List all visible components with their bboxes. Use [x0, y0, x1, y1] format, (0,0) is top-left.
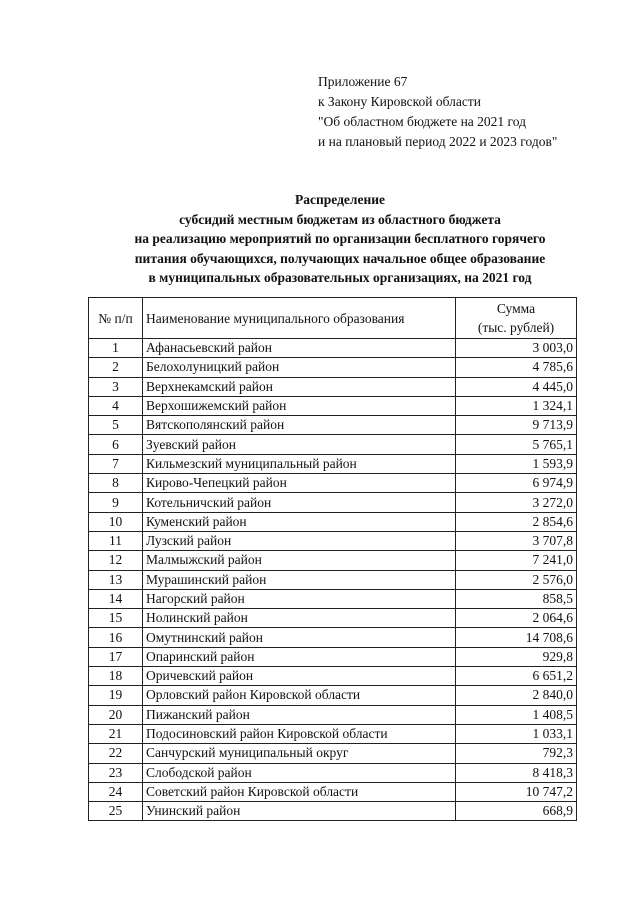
appendix-line: и на плановый период 2022 и 2023 годов"	[318, 134, 558, 149]
table-row	[89, 416, 577, 435]
table-row	[89, 802, 577, 821]
row-sum: 14 708,6	[456, 628, 577, 647]
row-name: Санчурский муниципальный округ	[143, 744, 456, 763]
appendix-line: Приложение 67	[318, 74, 408, 89]
row-number: 23	[89, 763, 143, 782]
row-sum: 792,3	[456, 744, 577, 763]
row-sum: 1 033,1	[456, 724, 577, 743]
row-name: Орловский район Кировской области	[143, 686, 456, 705]
row-sum: 10 747,2	[456, 782, 577, 801]
table-row	[89, 339, 577, 358]
row-sum: 3 707,8	[456, 531, 577, 550]
row-name: Зуевский район	[143, 435, 456, 454]
title-line: субсидий местным бюджетам из областного бюджета	[179, 211, 501, 227]
table-row	[89, 454, 577, 473]
row-number: 3	[89, 377, 143, 396]
row-name: Котельничский район	[143, 493, 456, 512]
row-sum: 5 765,1	[456, 435, 577, 454]
row-sum: 8 418,3	[456, 763, 577, 782]
table-row	[89, 724, 577, 743]
table-row	[89, 570, 577, 589]
row-name: Оричевский район	[143, 667, 456, 686]
row-name: Подосиновский район Кировской области	[143, 724, 456, 743]
row-name: Омутнинский район	[143, 628, 456, 647]
row-number: 18	[89, 667, 143, 686]
allocation-table	[88, 297, 577, 821]
row-number: 6	[89, 435, 143, 454]
row-name: Советский район Кировской области	[143, 782, 456, 801]
row-number: 4	[89, 396, 143, 415]
table-row	[89, 551, 577, 570]
title-line: на реализацию мероприятий по организации бесплатного горячего	[134, 231, 546, 246]
row-name: Белохолуницкий район	[143, 358, 456, 377]
row-number: 17	[89, 647, 143, 666]
row-sum: 668,9	[456, 802, 577, 821]
row-name: Унинский район	[143, 802, 456, 821]
row-number: 10	[89, 512, 143, 531]
table-row	[89, 589, 577, 608]
title-line: в муниципальных образовательных организациях, на 2021 год	[148, 270, 532, 285]
row-sum: 3 272,0	[456, 493, 577, 512]
table-row	[89, 647, 577, 666]
row-number: 13	[89, 570, 143, 589]
table-row	[89, 396, 577, 415]
table-row	[89, 744, 577, 763]
row-name: Верхнекамский район	[143, 377, 456, 396]
row-sum: 9 713,9	[456, 416, 577, 435]
row-number: 22	[89, 744, 143, 763]
row-name: Куменский район	[143, 512, 456, 531]
header-sum	[456, 298, 577, 339]
row-number: 21	[89, 724, 143, 743]
row-number: 24	[89, 782, 143, 801]
row-number: 2	[89, 358, 143, 377]
table-row	[89, 705, 577, 724]
row-name: Нолинский район	[143, 609, 456, 628]
row-sum: 858,5	[456, 589, 577, 608]
table-body	[89, 339, 577, 821]
row-number: 12	[89, 551, 143, 570]
table-row	[89, 609, 577, 628]
row-number: 7	[89, 454, 143, 473]
row-name: Кильмезский муниципальный район	[143, 454, 456, 473]
row-number: 1	[89, 339, 143, 358]
title-line: Распределение	[294, 192, 386, 207]
row-name: Слободской район	[143, 763, 456, 782]
table-row	[89, 435, 577, 454]
row-number: 15	[89, 609, 143, 628]
header-name: Наименование муниципального образования	[143, 298, 456, 339]
row-number: 11	[89, 531, 143, 550]
row-name: Лузский район	[143, 531, 456, 550]
table-header-row	[89, 298, 577, 339]
appendix-line: к Закону Кировской области	[318, 94, 482, 109]
row-number: 14	[89, 589, 143, 608]
table-row	[89, 782, 577, 801]
row-name: Кирово-Чепецкий район	[143, 474, 456, 493]
row-sum: 1 408,5	[456, 705, 577, 724]
row-sum: 2 576,0	[456, 570, 577, 589]
appendix-header	[318, 72, 557, 152]
row-name: Верхошижемский район	[143, 396, 456, 415]
row-sum: 2 840,0	[456, 686, 577, 705]
row-name: Вятскополянский район	[143, 416, 456, 435]
document-title	[80, 190, 600, 288]
row-sum: 4 445,0	[456, 377, 577, 396]
table-row	[89, 763, 577, 782]
header-num: № п/п	[89, 298, 143, 339]
row-sum: 4 785,6	[456, 358, 577, 377]
appendix-line: "Об областном бюджете на 2021 год	[318, 114, 526, 129]
table-row	[89, 512, 577, 531]
row-number: 25	[89, 802, 143, 821]
row-sum: 1 324,1	[456, 396, 577, 415]
table-row	[89, 628, 577, 647]
row-number: 8	[89, 474, 143, 493]
row-number: 19	[89, 686, 143, 705]
row-name: Малмыжский район	[143, 551, 456, 570]
row-name: Нагорский район	[143, 589, 456, 608]
table-row	[89, 474, 577, 493]
table-row	[89, 377, 577, 396]
table-row	[89, 493, 577, 512]
row-name: Опаринский район	[143, 647, 456, 666]
header-sum-unit: (тыс. рублей)	[477, 320, 555, 335]
row-sum: 929,8	[456, 647, 577, 666]
table-row	[89, 531, 577, 550]
row-name: Афанасьевский район	[143, 339, 456, 358]
row-name: Пижанский район	[143, 705, 456, 724]
title-line: питания обучающихся, получающих начальное общее образование	[134, 250, 546, 266]
row-sum: 7 241,0	[456, 551, 577, 570]
table-row	[89, 667, 577, 686]
header-sum-label: Сумма	[496, 301, 536, 316]
row-number: 5	[89, 416, 143, 435]
row-sum: 6 651,2	[456, 667, 577, 686]
row-sum: 6 974,9	[456, 474, 577, 493]
table-row	[89, 358, 577, 377]
row-number: 9	[89, 493, 143, 512]
table-row	[89, 686, 577, 705]
row-sum: 3 003,0	[456, 339, 577, 358]
row-sum: 2 064,6	[456, 609, 577, 628]
row-number: 16	[89, 628, 143, 647]
row-sum: 2 854,6	[456, 512, 577, 531]
row-sum: 1 593,9	[456, 454, 577, 473]
row-name: Мурашинский район	[143, 570, 456, 589]
row-number: 20	[89, 705, 143, 724]
